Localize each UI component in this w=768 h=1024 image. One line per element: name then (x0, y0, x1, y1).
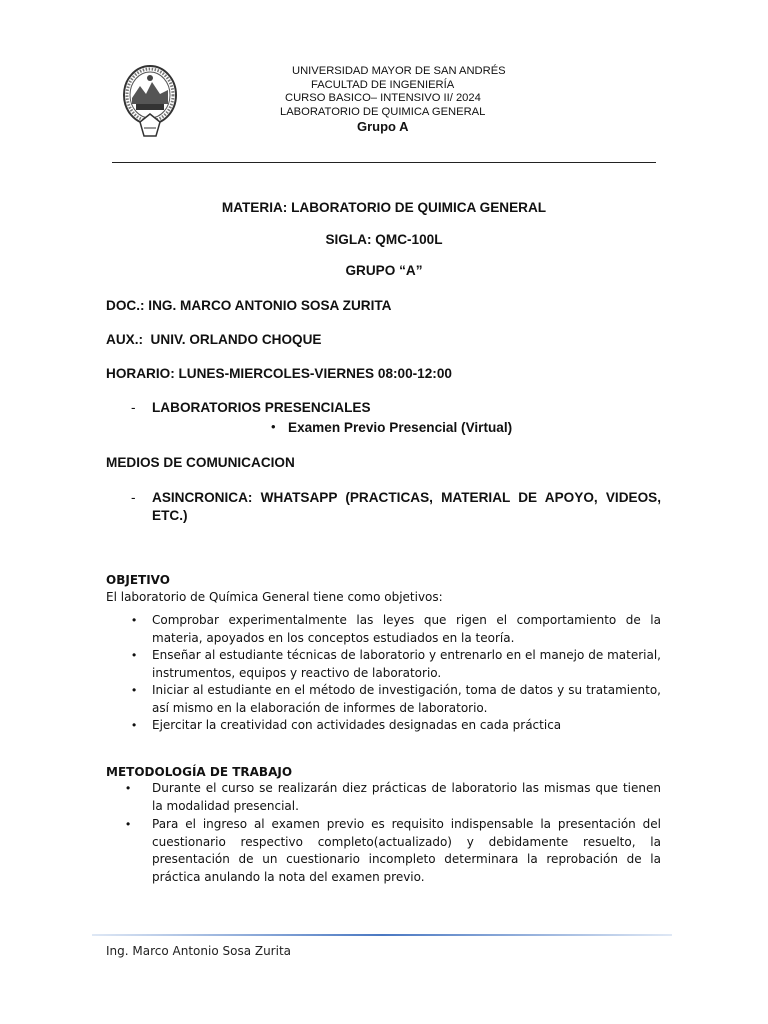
header-divider (112, 162, 656, 163)
objetivo-intro: El laboratorio de Química General tiene como objetivos: (106, 590, 443, 604)
auxiliar-line: AUX.: UNIV. ORLANDO CHOQUE (106, 332, 322, 347)
bullet-dot: • (126, 781, 131, 795)
bullet-dot: • (271, 419, 276, 434)
faculty-name: FACULTAD DE INGENIERÍA (311, 79, 455, 91)
horario-line: HORARIO: LUNES-MIERCOLES-VIERNES 08:00-12:00 (106, 366, 452, 381)
metodologia-title: METODOLOGÍA DE TRABAJO (106, 765, 293, 779)
materia-line: MATERIA: LABORATORIO DE QUIMICA GENERAL (221, 200, 547, 215)
medios-item: ASINCRONICA: WHATSAPP (PRACTICAS, MATERIAL DE APOYO, VIDEOS, ETC.) (152, 490, 661, 523)
bullet-dot: • (132, 683, 137, 697)
bullet-dot: • (126, 817, 131, 831)
sigla-line: SIGLA: QMC-100L (325, 232, 443, 247)
modalidad-item: LABORATORIOS PRESENCIALES (152, 400, 371, 415)
university-name: UNIVERSIDAD MAYOR DE SAN ANDRÉS (292, 65, 506, 77)
university-seal-icon (122, 64, 178, 140)
objetivo-item: Comprobar experimentalmente las leyes que rigen el comportamiento de la materia, apoyados en los conceptos estudiados en la teoría. (152, 613, 661, 645)
footer-divider (92, 934, 672, 936)
objetivo-item: Ejercitar la creatividad con actividades designadas en cada práctica (152, 718, 562, 732)
bullet-dot: • (132, 648, 137, 662)
medios-title: MEDIOS DE COMUNICACION (106, 455, 295, 470)
objetivo-title: OBJETIVO (106, 573, 170, 587)
metodologia-item: Para el ingreso al examen previo es requisito indispensable la presentación del cuestionario respectivo completo(actualizado) y debidamente resuelto, la presentación de un cuestionario incompleto determinara la reprobación de la práctica anulando la nota del examen previo. (152, 817, 661, 884)
group-title: Grupo A (357, 119, 409, 134)
modalidad-subitem: Examen Previo Presencial (Virtual) (288, 420, 513, 435)
dash-bullet: - (131, 490, 136, 505)
grupo-line: GRUPO “A” (345, 263, 423, 278)
docente-line: DOC.: ING. MARCO ANTONIO SOSA ZURITA (106, 298, 392, 313)
lab-name: LABORATORIO DE QUIMICA GENERAL (280, 106, 486, 118)
objetivo-item: Enseñar al estudiante técnicas de laboratorio y entrenarlo en el manejo de material, instrumentos, equipos y reactivo de laboratorio. (152, 648, 661, 680)
metodologia-item: Durante el curso se realizarán diez prácticas de laboratorio las mismas que tienen la modalidad presencial. (152, 781, 661, 813)
bullet-dot: • (132, 613, 137, 627)
dash-bullet: - (131, 400, 136, 415)
course-name: CURSO BASICO– INTENSIVO II/ 2024 (285, 92, 481, 104)
objetivo-item: Iniciar al estudiante en el método de investigación, toma de datos y su tratamiento, así mismo en la elaboración de informes de laboratorio. (152, 683, 661, 715)
footer-author: Ing. Marco Antonio Sosa Zurita (106, 944, 292, 958)
bullet-dot: • (132, 718, 137, 732)
